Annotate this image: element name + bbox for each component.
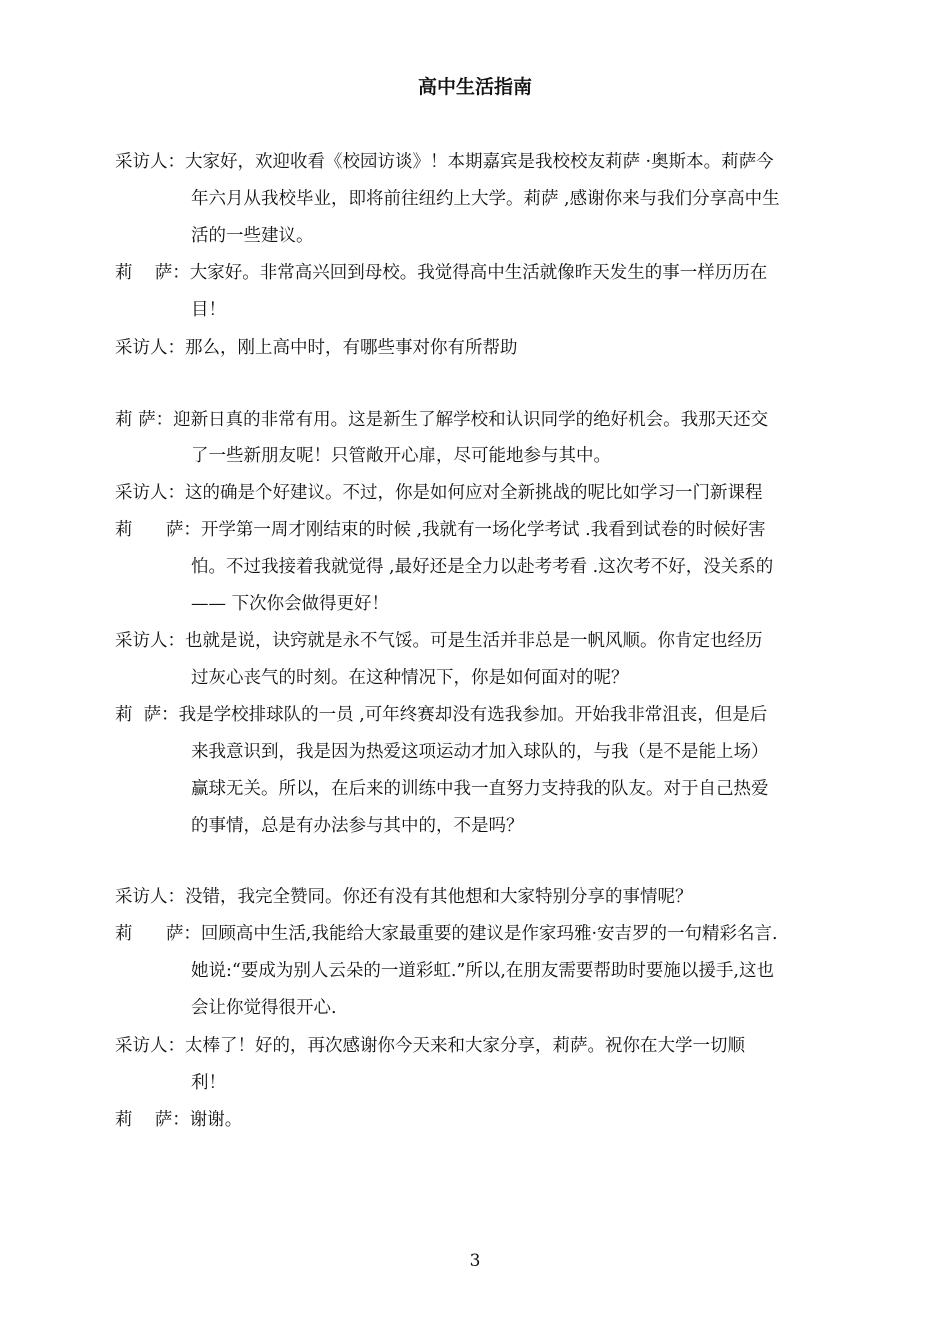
dialogue-line bbox=[115, 1034, 845, 1058]
dialogue-text: 大家好。非常高兴回到母校。我觉得高中生活就像昨天发生的事一样历历在 bbox=[189, 263, 768, 283]
dialogue-line: 怕。不过我接着我就觉得 ,最好还是全力以赴考考看 .这次考不好，没关系的 bbox=[191, 557, 774, 577]
speaker-label: 采访人： bbox=[115, 887, 185, 907]
dialogue-text: 大家好，欢迎收看《校园访谈》！本期嘉宾是我校校友莉萨 ·奥斯本。莉萨今 bbox=[185, 152, 774, 172]
dialogue-line bbox=[115, 1108, 845, 1132]
dialogue-text: 开学第一周才刚结束的时候 ,我就有一场化学考试 .我看到试卷的时候好害 bbox=[200, 520, 766, 540]
dialogue-text: 那么，刚上高中时，有哪些事对你有所帮助 bbox=[185, 338, 518, 358]
dialogue-text: 我是学校排球队的一员 ,可年终赛却没有选我参加。开始我非常沮丧，但是后 bbox=[178, 705, 768, 725]
speaker-label: 采访人： bbox=[115, 152, 185, 172]
dialogue-text: 这的确是个好建议。不过，你是如何应对全新挑战的呢比如学习一门新课程 bbox=[185, 483, 763, 503]
speaker-label: 莉 萨： bbox=[115, 924, 201, 944]
speaker-label: 采访人： bbox=[115, 338, 185, 358]
dialogue-line: 活的一些建议。 bbox=[191, 226, 314, 246]
dialogue-line: 年六月从我校毕业，即将前往纽约上大学。莉萨 ,感谢你来与我们分享高中生 bbox=[191, 189, 780, 209]
dialogue-line bbox=[115, 922, 845, 946]
dialogue-line bbox=[115, 261, 845, 285]
dialogue-line bbox=[115, 629, 845, 653]
dialogue-line: —— 下次你会做得更好！ bbox=[191, 594, 390, 614]
dialogue-line: 她说:“要成为别人云朵的一道彩虹.”所以,在朋友需要帮助时要施以援手,这也 bbox=[191, 961, 774, 981]
speaker-label: 莉 萨： bbox=[115, 705, 179, 725]
dialogue-line bbox=[115, 408, 845, 432]
dialogue-line: 利！ bbox=[191, 1073, 226, 1093]
dialogue-text: 谢谢。 bbox=[189, 1110, 243, 1130]
speaker-label: 莉 萨： bbox=[115, 520, 201, 540]
dialogue-line: 目！ bbox=[191, 300, 226, 320]
dialogue-line: 的事情，总是有办法参与其中的，不是吗？ bbox=[191, 816, 524, 836]
dialogue-text: 回顾高中生活,我能给大家最重要的建议是作家玛雅·安吉罗的一句精彩名言. bbox=[200, 924, 778, 944]
dialogue-line: 来我意识到，我是因为热爱这项运动才加入球队的，与我（是不是能上场） bbox=[191, 742, 769, 762]
speaker-label: 采访人： bbox=[115, 483, 185, 503]
dialogue-text: 没错，我完全赞同。你还有没有其他想和大家特别分享的事情呢？ bbox=[185, 887, 693, 907]
speaker-label: 采访人： bbox=[115, 1036, 185, 1056]
dialogue-line: 了一些新朋友呢！只管敞开心扉，尽可能地参与其中。 bbox=[191, 446, 611, 466]
dialogue-line bbox=[115, 336, 845, 360]
page-number: 3 bbox=[469, 1251, 481, 1271]
dialogue-text: 迎新日真的非常有用。这是新生了解学校和认识同学的绝好机会。我那天还交 bbox=[173, 410, 769, 430]
page-title: 高中生活指南 bbox=[417, 76, 532, 98]
dialogue-text: 太棒了！好的，再次感谢你今天来和大家分享，莉萨。祝你在大学一切顺 bbox=[185, 1036, 745, 1056]
dialogue-line bbox=[115, 150, 845, 174]
dialogue-line bbox=[115, 481, 845, 505]
dialogue-line bbox=[115, 703, 845, 727]
dialogue-line bbox=[115, 885, 845, 909]
speaker-label: 莉 萨： bbox=[115, 263, 190, 283]
speaker-label: 莉 萨： bbox=[115, 1110, 190, 1130]
dialogue-text: 也就是说，诀窍就是永不气馁。可是生活并非总是一帆风顺。你肯定也经历 bbox=[185, 631, 763, 651]
dialogue-line: 赢球无关。所以，在后来的训练中我一直努力支持我的队友。对于自己热爱 bbox=[191, 779, 769, 799]
dialogue-line: 会让你觉得很开心. bbox=[191, 998, 337, 1018]
speaker-label: 莉 萨： bbox=[115, 410, 174, 430]
dialogue-line bbox=[115, 518, 845, 542]
speaker-label: 采访人： bbox=[115, 631, 185, 651]
dialogue-line: 过灰心丧气的时刻。在这种情况下，你是如何面对的呢？ bbox=[191, 668, 629, 688]
